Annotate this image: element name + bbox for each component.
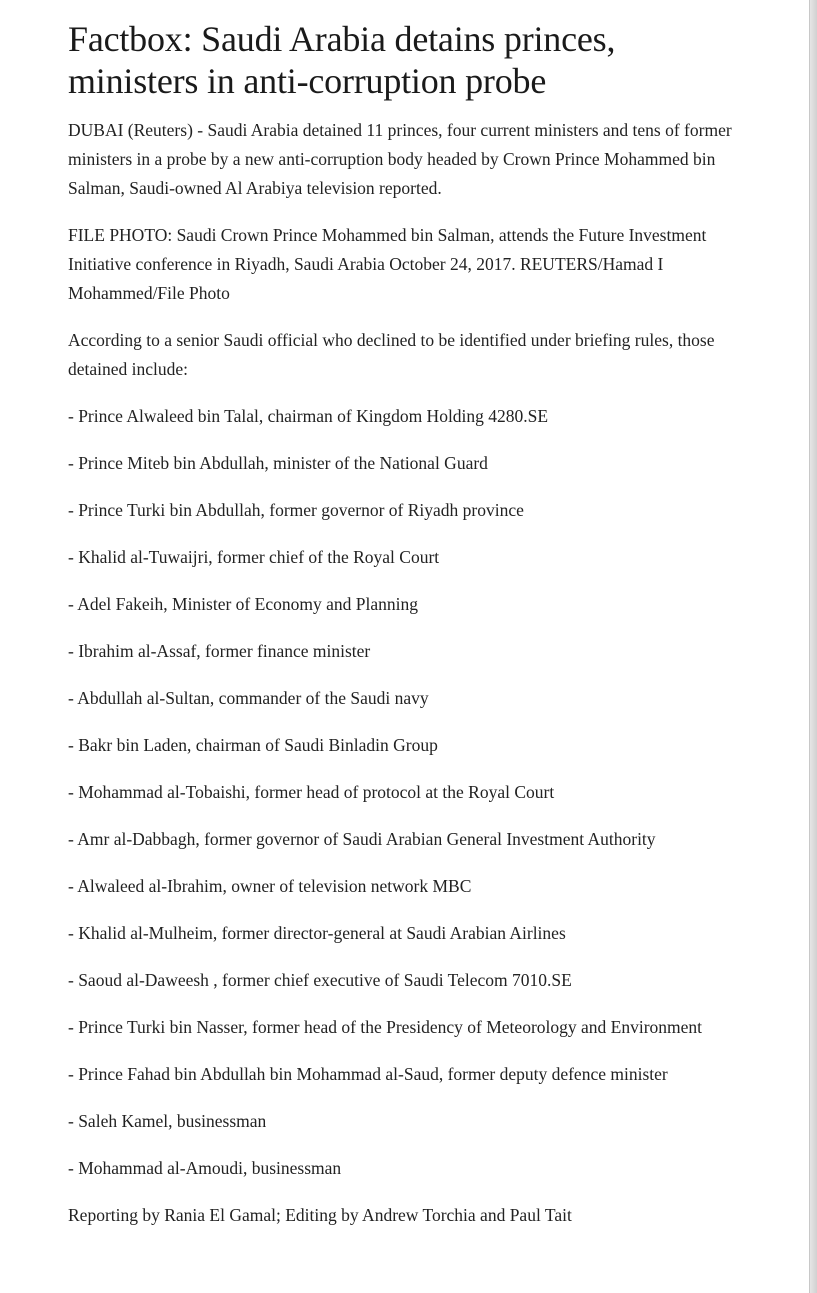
list-item: - Prince Alwaleed bin Talal, chairman of Kingdom Holding 4280.SE bbox=[68, 406, 549, 426]
list-item: - Abdullah al-Sultan, commander of the Saudi navy bbox=[68, 688, 429, 708]
list-item: - Prince Turki bin Abdullah, former governor of Riyadh province bbox=[68, 500, 524, 520]
list-item: - Mohammad al-Tobaishi, former head of protocol at the Royal Court bbox=[68, 782, 555, 802]
list-item: - Khalid al-Mulheim, former director-general at Saudi Arabian Airlines bbox=[68, 923, 566, 943]
list-item: - Khalid al-Tuwaijri, former chief of the Royal Court bbox=[68, 547, 440, 567]
reporting-credit: Reporting by Rania El Gamal; Editing by Andrew Torchia and Paul Tait bbox=[68, 1205, 572, 1225]
list-item: - Saleh Kamel, businessman bbox=[68, 1111, 267, 1131]
list-item: - Prince Turki bin Nasser, former head of the Presidency of Meteorology and Environment bbox=[68, 1017, 703, 1037]
paragraph-intro: DUBAI (Reuters) - Saudi Arabia detained 11 princes, four current ministers and tens of former ministers in a probe by a new anti-corruption body headed by Crown Prince Mohammed bin Salman, Saudi-owned Al Arabiya television reported. bbox=[68, 120, 732, 198]
list-item: - Mohammad al-Amoudi, businessman bbox=[68, 1158, 342, 1178]
list-item: - Prince Miteb bin Abdullah, minister of the National Guard bbox=[68, 453, 488, 473]
paragraph-photo-caption: FILE PHOTO: Saudi Crown Prince Mohammed bin Salman, attends the Future Investment Initiative conference in Riyadh, Saudi Arabia October 24, 2017. REUTERS/Hamad I Mohammed/File Photo bbox=[68, 225, 707, 303]
article-title: Factbox: Saudi Arabia detains princes, ministers in anti-corruption probe bbox=[68, 19, 616, 101]
article bbox=[68, 18, 748, 1248]
list-item: - Amr al-Dabbagh, former governor of Saudi Arabian General Investment Authority bbox=[68, 829, 656, 849]
list-item: - Prince Fahad bin Abdullah bin Mohammad al-Saud, former deputy defence minister bbox=[68, 1064, 668, 1084]
list-item: - Alwaleed al-Ibrahim, owner of television network MBC bbox=[68, 876, 472, 896]
list-item: - Bakr bin Laden, chairman of Saudi Binladin Group bbox=[68, 735, 438, 755]
list-item: - Adel Fakeih, Minister of Economy and Planning bbox=[68, 594, 418, 614]
paragraph-detained-intro: According to a senior Saudi official who declined to be identified under briefing rules, those detained include: bbox=[68, 330, 715, 379]
list-item: - Saoud al-Daweesh , former chief executive of Saudi Telecom 7010.SE bbox=[68, 970, 572, 990]
window-edge bbox=[809, 0, 817, 1293]
list-item: - Ibrahim al-Assaf, former finance minister bbox=[68, 641, 371, 661]
